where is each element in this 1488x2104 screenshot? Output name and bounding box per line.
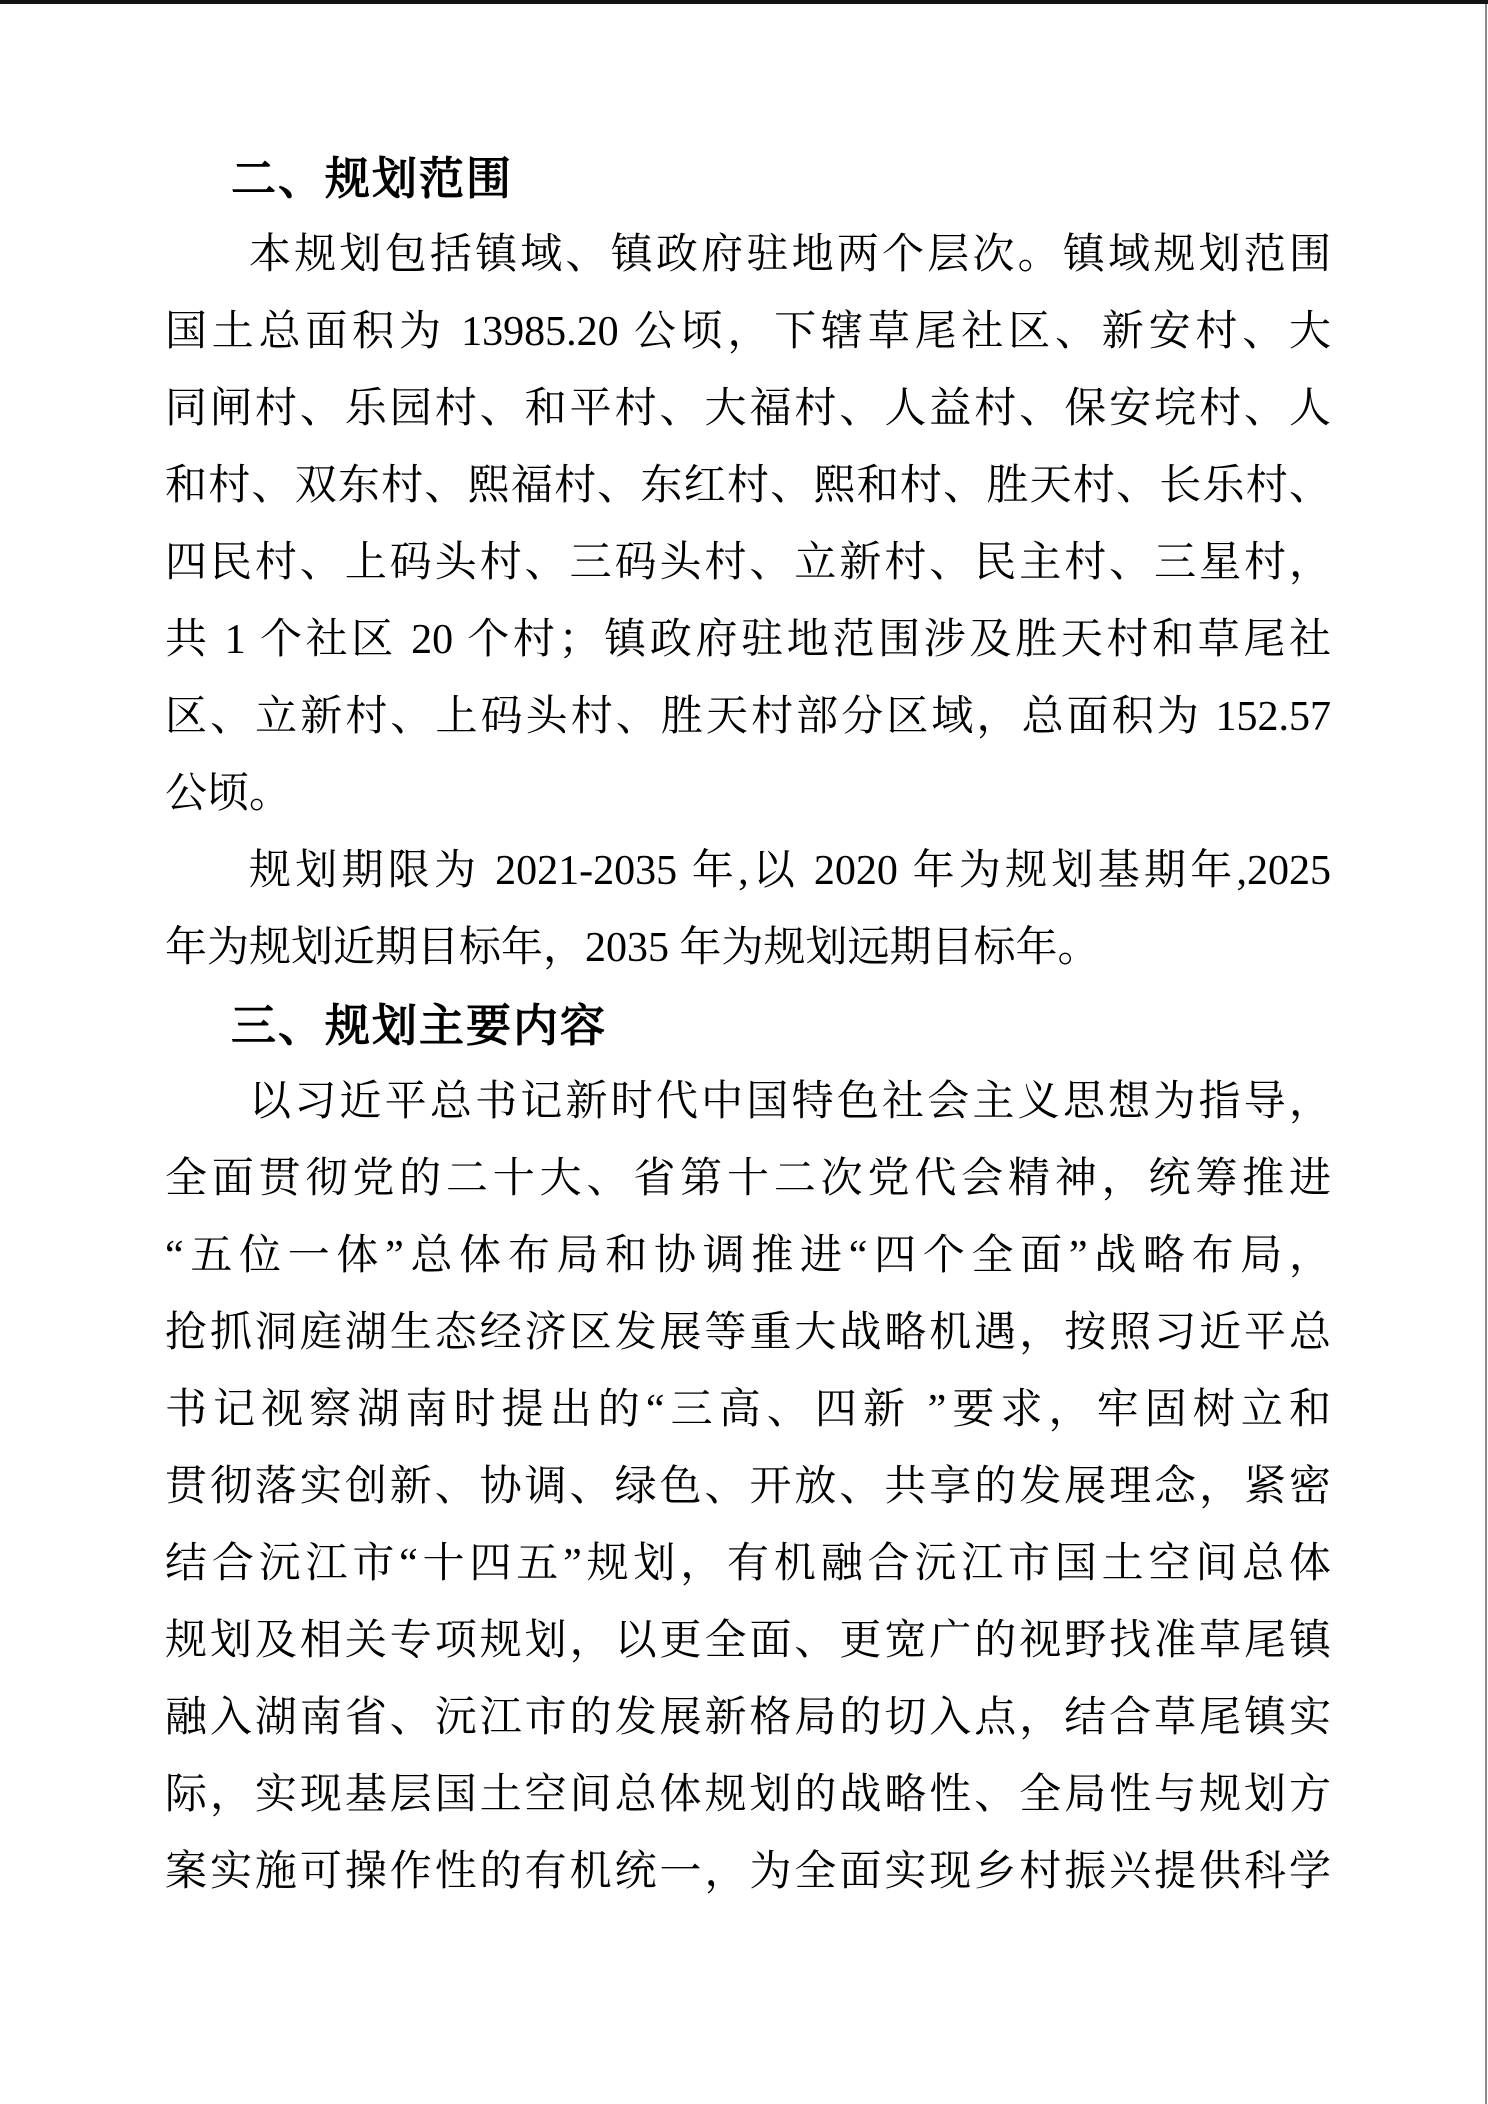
document-content <box>165 140 1331 1911</box>
text-line: 四民村、上码头村、三码头村、立新村、民主村、三星村， <box>165 540 1331 586</box>
text-line: 抢抓洞庭湖生态经济区发展等重大战略机遇，按照习近平总 <box>165 1310 1331 1356</box>
text-line: 际，实现基层国土空间总体规划的战略性、全局性与规划方 <box>165 1772 1331 1818</box>
text-line: 公顷。 <box>165 771 292 817</box>
text-line: 同闸村、乐园村、和平村、大福村、人益村、保安垸村、人 <box>165 386 1331 432</box>
text-line: 年为规划近期目标年，2035 年为规划远期目标年。 <box>165 925 1100 971</box>
text-line: 结合沅江市“十四五”规划，有机融合沅江市国土空间总体 <box>165 1541 1331 1587</box>
text-line: 规划及相关专项规划，以更全面、更宽广的视野找准草尾镇 <box>165 1618 1331 1664</box>
text-line: 和村、双东村、熙福村、东红村、熙和村、胜天村、长乐村、 <box>165 463 1331 509</box>
text-line: 本规划包括镇域、镇政府驻地两个层次。镇域规划范围 <box>249 232 1331 278</box>
text-line: 以习近平总书记新时代中国特色社会主义思想为指导， <box>249 1079 1331 1125</box>
text-line: 共 1 个社区 20 个村；镇政府驻地范围涉及胜天村和草尾社 <box>165 617 1331 663</box>
text-line: 案实施可操作性的有机统一，为全面实现乡村振兴提供科学 <box>165 1849 1331 1895</box>
section-heading-planning-scope: 二、规划范围 <box>231 153 514 204</box>
section-heading-main-content: 三、规划主要内容 <box>231 1000 608 1051</box>
text-line: 区、立新村、上码头村、胜天村部分区域，总面积为 152.57 <box>165 694 1331 740</box>
text-line: 国土总面积为 13985.20 公顷，下辖草尾社区、新安村、大 <box>165 309 1331 355</box>
text-line: 书记视察湖南时提出的“三高、四新 ”要求，牢固树立和 <box>165 1387 1331 1433</box>
text-line: 融入湖南省、沅江市的发展新格局的切入点，结合草尾镇实 <box>165 1695 1331 1741</box>
text-line: 规划期限为 2021-2035 年,以 2020 年为规划基期年,2025 <box>249 848 1331 894</box>
text-line: “五位一体”总体布局和协调推进“四个全面”战略布局， <box>165 1233 1331 1279</box>
text-line: 全面贯彻党的二十大、省第十二次党代会精神，统筹推进 <box>165 1156 1331 1202</box>
page-right-border <box>1485 4 1487 2104</box>
text-line: 贯彻落实创新、协调、绿色、开放、共享的发展理念，紧密 <box>165 1464 1331 1510</box>
page-top-border <box>0 0 1488 4</box>
